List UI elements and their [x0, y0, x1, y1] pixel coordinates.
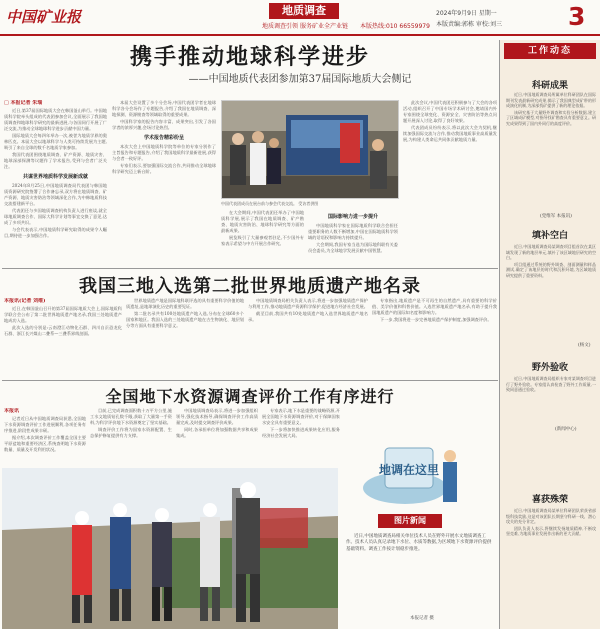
third-byline: 本报讯 — [4, 408, 20, 414]
divider — [2, 268, 498, 269]
publication-date: 2024年9月9日 星期一 — [436, 10, 497, 17]
paragraph: 近日,在韩国釜山召开的第37届国际地质大会上,国际地质科学联合会公布了第二批世界地质遗产地名录,我国三处地质遗产地成功入选。 — [4, 306, 122, 323]
paragraph: 代表团还与多国地质调查机构负责人进行座谈,就全球地质调查合作、国际大科学计划等事宜交换了意见,达成了多项共识。 — [4, 208, 107, 225]
paragraph: 调查评价工作将为国家水资源配置、生态保护修复提供有力支撑。 — [90, 427, 172, 438]
paragraph: 与会代表表示,中国地质科学研究取得的成果令人瞩目,期待进一步加强合作。 — [4, 227, 107, 238]
paragraph: 下一步将加快推进成果转化应用,服务经济社会发展大局。 — [262, 427, 340, 438]
paragraph: 代表团成员纷纷表示,将以此次大会为契机,继续加强国际交流与合作,推动我国地质事业高质量发展,为构建人类命运共同体贡献地质力量。 — [403, 125, 497, 142]
cartoon-text: 地调在这里 — [378, 463, 440, 477]
lead-subheadline: ——中国地质代表团参加第37届国际地质大会侧记 — [188, 74, 412, 85]
sidebar-sign: (杨文) — [578, 343, 591, 348]
paragraph: 中国地质调查局相关负责人表示,将进一步加强地质遗产保护与利用工作,推动地质遗产资源科学保护,促进地方经济社会发展。 — [248, 298, 368, 309]
second-column-2 — [126, 298, 244, 376]
paragraph: 据介绍,本次调查评价工作覆盖全国主要平原盆地和重要经济区,系统查明地下水资源数量、质量及开发利用状况。 — [4, 435, 86, 452]
paragraph: 下一步,我国将进一步完善地质遗产保护制度,加强调查评价。 — [380, 317, 492, 322]
masthead — [0, 0, 600, 36]
lead-column-1 — [4, 100, 107, 265]
paragraph: 近日,中国地质调查局某单位科研团队荣获省部级科技奖励,这是对该团队长期坚守科研一线、潜心攻关的充分肯定。 — [506, 508, 596, 525]
sidebar-text-gap — [506, 244, 596, 340]
third-column-1 — [4, 408, 86, 466]
paragraph: 记者近日从中国地质调查局获悉,全国地下水资源调查评价工作进展顺利,各项任务有序推进,阶段性成果丰硕。 — [4, 416, 86, 433]
sidebar-banner: 工作动态 — [504, 43, 596, 59]
third-column-2 — [90, 408, 172, 466]
sidebar-sign: (党维军 本报讯) — [540, 214, 572, 219]
paragraph: 中国科学家的报告内容丰富、成果突出,引发了各国学者的浓厚兴趣,会场讨论热烈。 — [112, 119, 216, 130]
third-column-4 — [262, 408, 340, 466]
editor-credit: 本版责编:郭栋 审校:刘三 — [436, 21, 502, 28]
section-tab: 地质调查 — [269, 3, 339, 19]
paragraph: 大会期间,我国专家当选为国际地科联有关委员会委员,为全球地学发展贡献中国智慧。 — [308, 242, 398, 253]
lead-photo-caption: 中国代表团成员在展台前与参会代表交流。 受访者供图 — [221, 201, 319, 206]
paragraph: 展览吸引了大量参观者驻足,不少国外专家表示希望与中方开展合作研究。 — [221, 235, 304, 246]
second-column-1 — [4, 298, 122, 376]
paragraph: 中国地质科学家在国际地质科学联合会担任重要职务的人数不断增加,中国在国际地质科学领域的话语权和影响力持续提升。 — [308, 223, 398, 240]
exhibition-photo — [222, 101, 399, 199]
lead-byline: □ 本报记者 朱瑞 — [4, 100, 43, 106]
sidebar-text-acceptance — [506, 376, 596, 424]
sidebar-title-award: 喜获殊荣 — [531, 495, 568, 505]
divider — [2, 380, 498, 381]
paragraph: 国际地质大会每四年举办一次,被誉为地质学界的奥林匹克。本届大会以地球科学与人类可持续发展为主题,吸引了来自全球的数千名地质学家参加。 — [4, 133, 107, 150]
photo-news-tab: 图片新闻 — [378, 514, 442, 528]
lead-column-3a — [221, 210, 304, 265]
lead-column-2 — [112, 100, 216, 265]
paragraph: 截至目前,我国共有10处地质遗产地入选世界地质遗产地名录。 — [248, 311, 368, 322]
cartoon-illustration — [345, 442, 475, 508]
paragraph: 在大会期间,中国代表团还举办了中国地质科学展,展示了我国在地质调查、矿产勘查、地质灾害防治、地球科学研究等方面的最新成果。 — [221, 210, 304, 233]
photo-news-text: 近日,中国地质调查局相关单位技术人员在野外开展水文地质调查工作。技术人员认真记录地下水位、水质等数据,为区域地下水资源评价提供基础资料。调查工作按计划稳步推进。 — [346, 534, 492, 552]
paragraph: 本次大会上中国地质科学院等单位的专家分别作了主旨报告和专题报告,介绍了我国地质科学最新进展,获得与会者一致好评。 — [112, 144, 216, 161]
lead-photo — [221, 100, 399, 199]
lead-subhead-2: 学术报告精彩纷呈 — [143, 135, 184, 141]
sidebar-sign: (新闻中心) — [555, 427, 577, 432]
paragraph: 近日,中国地质调查局所属单位科研团队在国际期刊发表最新研究成果,揭示了我国典型成矿带的形成演化机制,为深部找矿提供了新的理论依据。 — [506, 92, 596, 109]
lead-column-4 — [403, 100, 497, 265]
lead-subhead-3: 国际影响力进一步提升 — [327, 214, 378, 220]
newspaper-logo: 中国矿业报 — [6, 8, 82, 26]
paragraph: 近日,中国地质调查局组织专家对某调查项目进行了野外验收。专家组认真检查了野外工作质量,一致同意通过验收。 — [506, 376, 596, 393]
field-workers-photo — [2, 468, 338, 629]
cartoon-banner — [345, 442, 475, 508]
paragraph: 专家表示,地下水是重要的战略资源,开展全国地下水资源调查评价,对于保障国家水安全具有重要意义。 — [262, 408, 340, 425]
third-column-3 — [176, 408, 258, 466]
second-byline: 本报讯(记者 刘维) — [4, 298, 46, 304]
section-slogan: 地质调查引领 服务矿业全产业链 — [262, 23, 348, 30]
sidebar-title-research: 科研成果 — [531, 81, 568, 91]
photo-news-credit: 本报记者 摄 — [410, 616, 434, 621]
paragraph: 中国地质调查局表示,将进一步加强组织领导,强化技术指导,确保调查评价工作高质量完成,及时提交调查评价成果。 — [176, 408, 258, 425]
sidebar-text-award — [506, 508, 596, 626]
lead-subhead-1: 共谋世界地质科学发展新成就 — [22, 174, 88, 180]
paragraph: 此次入选的分别是:云南澄江动物化石群、四川自贡恐龙化石群、浙江长兴煤山二叠系—三叠系界线剖面。 — [4, 325, 122, 336]
second-column-3 — [248, 298, 368, 376]
lead-headline: 携手推动地球科学进步 — [129, 45, 370, 70]
paragraph: 此次会议,中国代表团还积极参与了大会的各项活动,组织召开了中国专场学术研讨会,邀请国内外专家围绕全球变化、资源安全、灾害防治等热点问题开展深入讨论,取得了良好效果。 — [403, 100, 497, 123]
paragraph: 项目组通过系统的野外调查、剖面测量和样品测试,确定了该地层的时代和沉积环境,为区域地质研究提供了重要资料。 — [506, 261, 596, 278]
lead-column-3b — [308, 210, 398, 265]
page-number: 3 — [568, 2, 586, 31]
paragraph: 第二批名录共有100处地质遗产地入选,分布在全球60多个国家和地区。我国入选的三处地质遗产地在古生物演化、地层划分等方面具有重要科学意义。 — [126, 311, 244, 328]
paragraph: 团队负责人表示,将继续发扬地质精神,不断攻坚克难,为地质事业发展作出新的更大贡献。 — [506, 525, 596, 537]
second-column-4 — [372, 298, 497, 376]
paragraph: 目前,已完成调查面积数十万平方公里,施工水文地质钻孔数千眼,获取了大量第一手资料,为科学评价地下水资源奠定了坚实基础。 — [90, 408, 172, 425]
third-headline: 全国地下水资源调查评价工作有序进行 — [105, 387, 395, 406]
paragraph: 本届大会设置了多个分会场,中国代表团学者在地球科学各分会场作了专题报告,介绍了我国在地质调查、深地探测、资源勘查等领域取得的重要成果。 — [112, 100, 216, 117]
paragraph: 近日,中国地质调查局某调查项目组首次在某区域发现了新的地层单元,填补了该区域地层研究的空白。 — [506, 244, 596, 261]
paragraph: 2024年8月25日,中国地质调查局代表团与韩国地质资源研究院签署了合作备忘录,双方将在地质调查、矿产资源、地质灾害防治等领域深化合作,为中韩地质科技交流搭建新平台。 — [4, 183, 107, 206]
paragraph: 近日,第37届国际地质大会在韩国釜山举行。中国地质科学院牵头组成的代表团参加会议,全面展示了我国地质调查和地球科学研究的最新进展,与各国同行开展了广泛交流,为推动全球地球科学进步贡献中国力量。 — [4, 108, 107, 131]
sidebar-text-research — [506, 92, 596, 212]
paragraph: 世界地质遗产地是国际地科联评选的具有重要科学价值的地质遗址,是地球演化历史的重要见证。 — [126, 298, 244, 309]
sidebar-title-gap: 填补空白 — [531, 231, 568, 241]
paragraph: 专家指出,地质遗产是不可再生的自然遗产,具有重要的科学价值、美学价值和科普价值。入选世界地质遗产地名录,有助于提升我国地质遗产的国际知名度和影响力。 — [372, 298, 497, 315]
second-headline: 我国三地入选第二批世界地质遗产地名录 — [79, 276, 421, 297]
paragraph: 同时,各承担单位将加强数据共享和成果集成。 — [176, 427, 258, 438]
paragraph: 该研究基于大量野外调查和实验分析数据,建立了区域成矿模型,对指导找矿勘查具有重要意义。研究成果得到了国内外同行的高度评价。 — [506, 109, 596, 126]
paragraph: 专家们表示,要加强国际交流合作,共同推动全球地球科学研究迈上新台阶。 — [112, 163, 216, 174]
field-photo — [2, 468, 338, 629]
hotline: 本版热线:010 66559979 — [360, 23, 430, 30]
paragraph: 我国代表团围绕地质调查、矿产资源、地质灾害、地球深部探测等议题作了学术报告,受到与会者广泛关注。 — [4, 152, 107, 169]
sidebar-title-acceptance: 野外验收 — [531, 363, 568, 373]
